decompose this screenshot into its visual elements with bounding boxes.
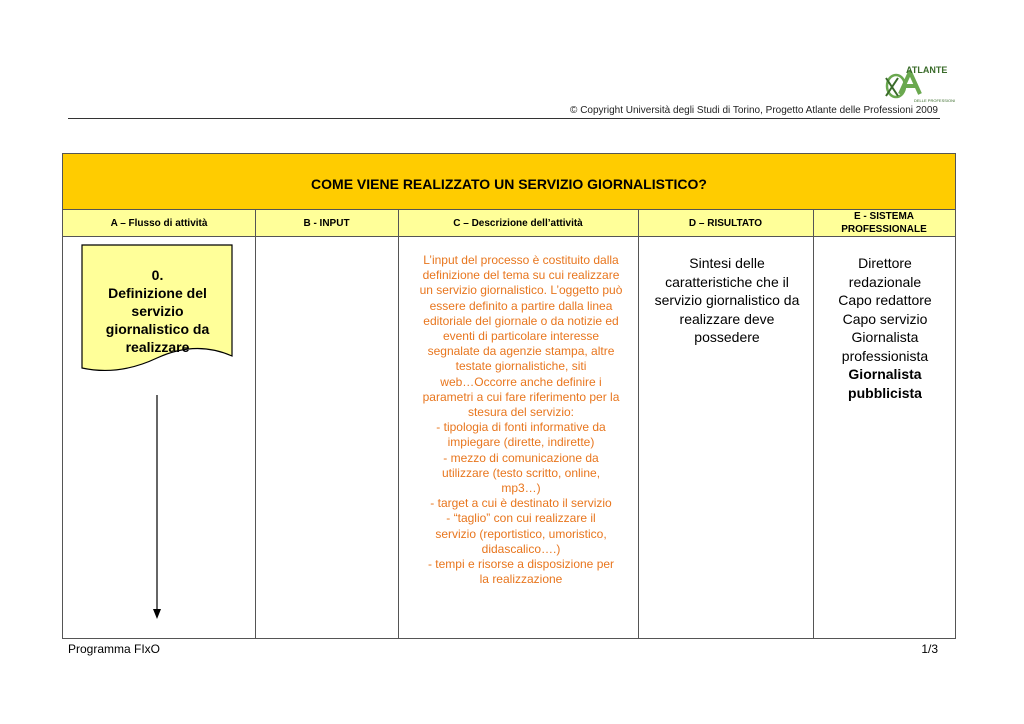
column-header-row bbox=[63, 209, 955, 237]
column-divider bbox=[813, 209, 814, 638]
flow-step-line: 0. bbox=[151, 267, 164, 283]
atlante-logo bbox=[884, 64, 956, 104]
footer-divider bbox=[62, 638, 916, 639]
description-list-line: la realizzazione bbox=[479, 572, 563, 587]
logo-text: ATLANTE bbox=[906, 65, 948, 75]
description-list-line: mp3…) bbox=[501, 481, 541, 496]
description-line: eventi di particolare interesse bbox=[442, 329, 600, 344]
result-line: possedere bbox=[694, 329, 760, 345]
role-line: Giornalista bbox=[851, 329, 919, 345]
description-list-line: impiegare (dirette, indirette) bbox=[447, 435, 595, 450]
result-line: caratteristiche che il bbox=[665, 273, 789, 290]
logo-subtext: DELLE PROFESSIONI bbox=[914, 98, 956, 103]
role-line: professionista bbox=[841, 347, 929, 364]
column-divider bbox=[398, 209, 399, 638]
description-list-line: - target a cui è destinato il servizio bbox=[430, 496, 612, 511]
column-header-system-line1: E - SISTEMA bbox=[853, 211, 914, 222]
column-header-input: B - INPUT bbox=[303, 217, 350, 229]
professional-system bbox=[815, 254, 955, 402]
activity-table bbox=[62, 153, 956, 639]
role-line-bold: pubblicista bbox=[848, 384, 922, 401]
description-line: testate giornalistiche, siti bbox=[455, 359, 587, 374]
description-list-line: didascalico….) bbox=[481, 541, 561, 556]
program-name: Programma FIxO bbox=[68, 642, 161, 656]
result-line: servizio giornalistico da bbox=[654, 292, 800, 308]
description-line: web…Occorre anche definire i bbox=[440, 374, 602, 389]
role-line: Direttore bbox=[858, 255, 912, 271]
activity-result bbox=[641, 254, 813, 347]
description-line: L’input del processo è costituito dalla bbox=[423, 253, 619, 267]
description-line: segnalate da agenzie stampa, altre bbox=[427, 344, 615, 359]
description-line: stesura del servizio: bbox=[467, 405, 575, 420]
role-line: Capo servizio bbox=[842, 310, 928, 327]
result-line: Sintesi delle bbox=[689, 255, 765, 271]
description-list-line: - tipologia di fonti informative da bbox=[436, 420, 606, 435]
flow-step-label bbox=[89, 266, 226, 356]
table-title: COME VIENE REALIZZATO UN SERVIZIO GIORNALISTICO? bbox=[63, 154, 955, 209]
flow-step-line: Definizione del bbox=[108, 285, 207, 301]
column-header-system-line2: PROFESSIONALE bbox=[841, 224, 927, 235]
flow-down-arrow bbox=[149, 395, 165, 621]
column-divider bbox=[255, 209, 256, 638]
description-line: editoriale del giornale o da notizie ed bbox=[423, 313, 619, 328]
result-line: realizzare deve bbox=[679, 310, 775, 327]
description-list-line: - mezzo di comunicazione da bbox=[443, 450, 599, 465]
flow-step-line: realizzare bbox=[125, 339, 190, 355]
role-line: Capo redattore bbox=[838, 292, 932, 308]
description-line: definizione del tema su cui realizzare bbox=[422, 268, 620, 283]
column-header-result: D – RISULTATO bbox=[688, 217, 763, 229]
role-line: redazionale bbox=[848, 273, 922, 290]
column-header-flow: A – Flusso di attività bbox=[110, 217, 208, 229]
column-header-system bbox=[813, 210, 955, 236]
column-header-description: C – Descrizione dell’attività bbox=[453, 217, 583, 229]
description-list-line: - tempi e risorse a disposizione per bbox=[427, 557, 615, 572]
flow-step-line: giornalistico da bbox=[105, 321, 210, 337]
description-list-line: utilizzare (testo scritto, online, bbox=[441, 465, 601, 480]
description-line: parametri a cui fare riferimento per la bbox=[422, 389, 620, 404]
description-line: essere definito a partire dalla linea bbox=[429, 298, 613, 313]
flow-step-line: servizio bbox=[131, 303, 184, 319]
header-divider bbox=[68, 118, 940, 119]
flow-step-document-shape bbox=[81, 244, 234, 384]
description-line: un servizio giornalistico. L’oggetto può bbox=[419, 283, 623, 298]
copyright-notice: © Copyright Università degli Studi di Torino, Progetto Atlante delle Professioni 2009 bbox=[570, 105, 938, 116]
activity-description bbox=[401, 253, 641, 587]
page-number: 1/3 bbox=[921, 642, 938, 656]
description-list-line: - “taglio” con cui realizzare il bbox=[446, 511, 596, 526]
role-line-bold: Giornalista bbox=[848, 366, 922, 382]
description-list-line: servizio (reportistico, umoristico, bbox=[435, 526, 607, 541]
